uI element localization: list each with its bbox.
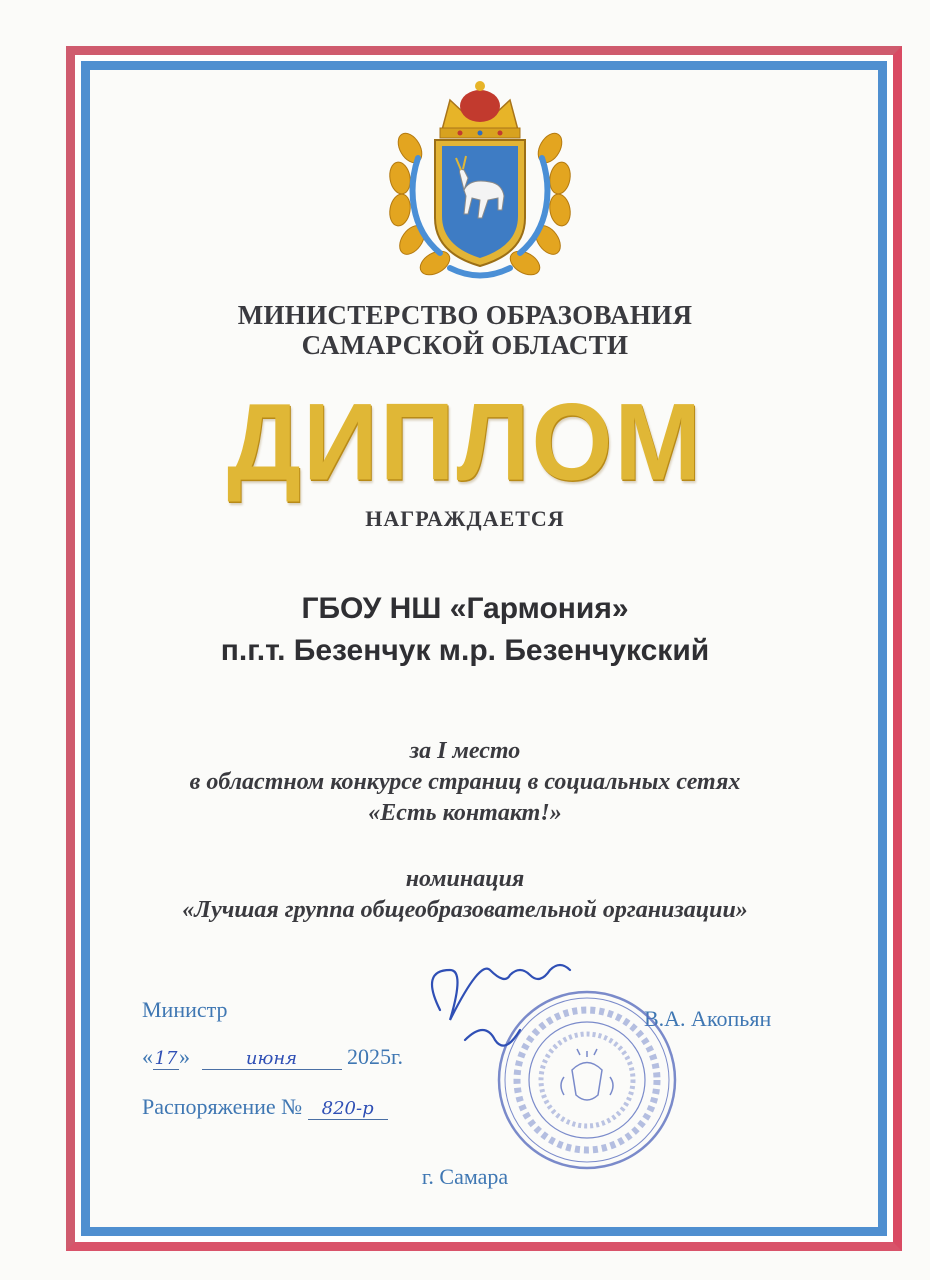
order-label: Распоряжение № <box>142 1094 303 1119</box>
reason-place: за I место <box>409 738 521 764</box>
samara-coat-of-arms-icon <box>380 78 580 288</box>
date-year-mark: г. <box>391 1044 404 1069</box>
diploma-title: ДИПЛОМ <box>226 382 704 504</box>
recipient-name: ГБОУ НШ «Гармония» <box>301 592 629 625</box>
recipient-location: п.г.т. Безенчук м.р. Безенчукский <box>220 634 710 667</box>
date-year-suffix: 5 <box>380 1044 391 1069</box>
order-number: 820-р <box>308 1098 388 1120</box>
award-reason <box>0 736 930 829</box>
nomination-label: номинация <box>405 866 525 892</box>
ministry-heading <box>0 300 930 360</box>
city-label: г. Самара <box>421 1164 509 1189</box>
date-open-quote: « <box>142 1044 153 1069</box>
awarded-label: НАГРАЖДАЕТСЯ <box>365 506 565 531</box>
date-year-prefix: 202 <box>347 1044 380 1069</box>
minister-label: Министр <box>142 997 228 1022</box>
nomination <box>0 864 930 926</box>
reason-contest-name: «Есть контакт!» <box>368 800 562 826</box>
date-month: июня <box>202 1048 342 1070</box>
nomination-value: «Лучшая группа общеобразовательной организации» <box>182 897 748 923</box>
order-line <box>142 1094 388 1120</box>
ministry-line-1: МИНИСТЕРСТВО ОБРАЗОВАНИЯ <box>237 300 693 330</box>
ministry-line-2: САМАРСКОЙ ОБЛАСТИ <box>301 330 629 360</box>
date-close-quote: » <box>179 1044 190 1069</box>
reason-contest: в областном конкурсе страниц в социальных сетях <box>189 769 741 795</box>
date-line <box>142 1044 403 1070</box>
signature-mark-icon <box>410 930 580 1070</box>
recipient <box>0 588 930 672</box>
date-day: 17 <box>154 1048 178 1069</box>
minister-name: В.А. Акопьян <box>644 1006 772 1031</box>
